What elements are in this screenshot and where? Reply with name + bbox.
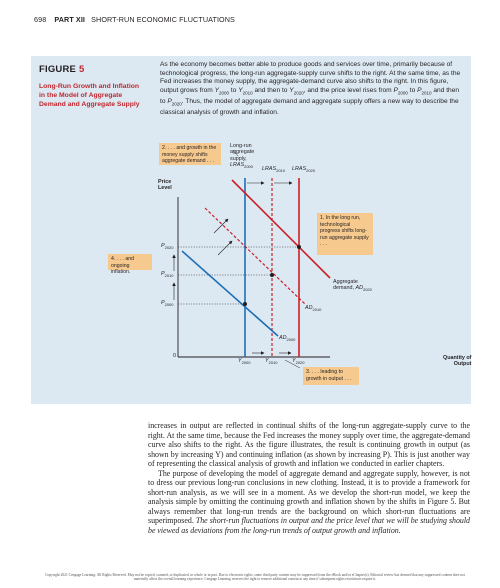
figure-title: Long-Run Growth and Inflation in the Model of Aggregate Demand and Aggregate Supply — [39, 83, 140, 109]
tick-y2010: $Y_{2010}$ — [265, 358, 278, 366]
ad-2010-line — [205, 208, 305, 304]
equilibrium-2020 — [297, 245, 301, 249]
note-1: 1. In the long run, technological progress shifts long-run aggregate supply . . . — [317, 213, 373, 255]
tick-y2020: $Y_{2020}$ — [292, 358, 305, 366]
paragraph-2: The purpose of developing the model of aggregate demand and aggregate supply, however, is not to dress our previous long-run conclusions in new clothing. Instead, it is to provide a framework for short-run analysis, as we will see in a moment. As we develop the short-run model, we keep the analysis simple by omitting the continuing growth and inflation shown by the shifts in Figure 5. But always remember that long-run trends are the background on which short-run fluctuations are superimposed. The short-run fluctuations in output and the price level that we will be studying should be viewed as deviations from the long-run trends of output growth and inflation. — [148, 468, 470, 536]
note-2: 2. . . . and growth in the money supply shifts aggregate demand . . . — [159, 143, 221, 165]
tick-p2010: $P_{2010}$ — [161, 271, 174, 279]
ad-2020-line — [232, 180, 330, 278]
figure-caption: As the economy becomes better able to produce goods and services over time, primarily because of technological progress, the long-run aggregate-supply curve shifts to the right. At the same time, as the Fed increases the money supply, the aggregate-demand curve also shifts to the right. In this figure, output grows from $Y_{2000}$ to $Y_{2010}$ and then to $Y_{2020}$, and the price level rises from $P_{2000}$ to $P_{2010}$ and then to $P_{2020}$. Thus, the model of aggregate demand and aggregate supply offers a new way to describe the classical analysis of growth and inflation. — [160, 61, 461, 116]
paragraph-1: increases in output are reflected in continual shifts of the long-run aggregate-supply curve to the right. At the same time, because the Fed increases the money supply over time, the aggregate-demand curve also shifts to the right. As the figure illustrates, the result is continuing growth in output (as shown by increasing Y) and continuing inflation (as shown by increasing P). This is just another way of representing the classical analysis of growth and inflation we conducted in earlier chapters. — [148, 421, 470, 469]
ad-shift-arrow-2 — [218, 241, 232, 255]
y-axis-title: Price Level — [158, 179, 172, 192]
page-number: 698 — [34, 15, 47, 24]
figure-number: 5 — [78, 64, 85, 75]
lras-title: Long-run aggregate supply, $LRAS_{2000}$ — [230, 143, 255, 170]
note-3: 3. . . . leading to growth in output . . . — [303, 367, 359, 385]
lras-2010-label: $LRAS_{2010}$ — [262, 166, 285, 174]
origin-label: 0 — [173, 353, 176, 359]
note-4: 4. . . . and ongoing inflation. — [108, 254, 152, 270]
ad-2020-label: Aggregate demand, $AD_{2020}$ — [333, 279, 372, 293]
lras-2020-label: $LRAS_{2020}$ — [292, 166, 315, 174]
ad-shift-arrow-1 — [214, 219, 228, 233]
ad-2000-label: $AD_{2000}$ — [279, 335, 296, 343]
equilibrium-2010 — [270, 273, 274, 277]
section-title: SHORT-RUN ECONOMIC FLUCTUATIONS — [91, 15, 235, 24]
figure-label-text: FIGURE — [39, 64, 77, 75]
part-label: PART XII — [54, 15, 86, 24]
tick-y2000: $Y_{2000}$ — [238, 358, 251, 366]
guide-lines — [178, 247, 299, 304]
body-text — [148, 421, 470, 536]
x-axis-title: Quantity of Output — [443, 355, 472, 368]
ad-2010-label: $AD_{2010}$ — [305, 305, 322, 313]
equilibrium-2000 — [243, 302, 247, 306]
copyright-footer: Copyright 2021 Cengage Learning. All Rights Reserved. May not be copied, scanned, or duplicated, in whole or in part. Due to electronic rights, some third party content may be suppressed from the eBook and/or eChapter(s). Editorial review has deemed that any suppressed content does not materially affect the overall learning experience. Cengage Learning reserves the right to remove additional content at any time if subsequent rights restrictions require it. — [45, 573, 465, 582]
tick-p2000: $P_{2000}$ — [161, 300, 174, 308]
tick-p2020: $P_{2020}$ — [161, 243, 174, 251]
